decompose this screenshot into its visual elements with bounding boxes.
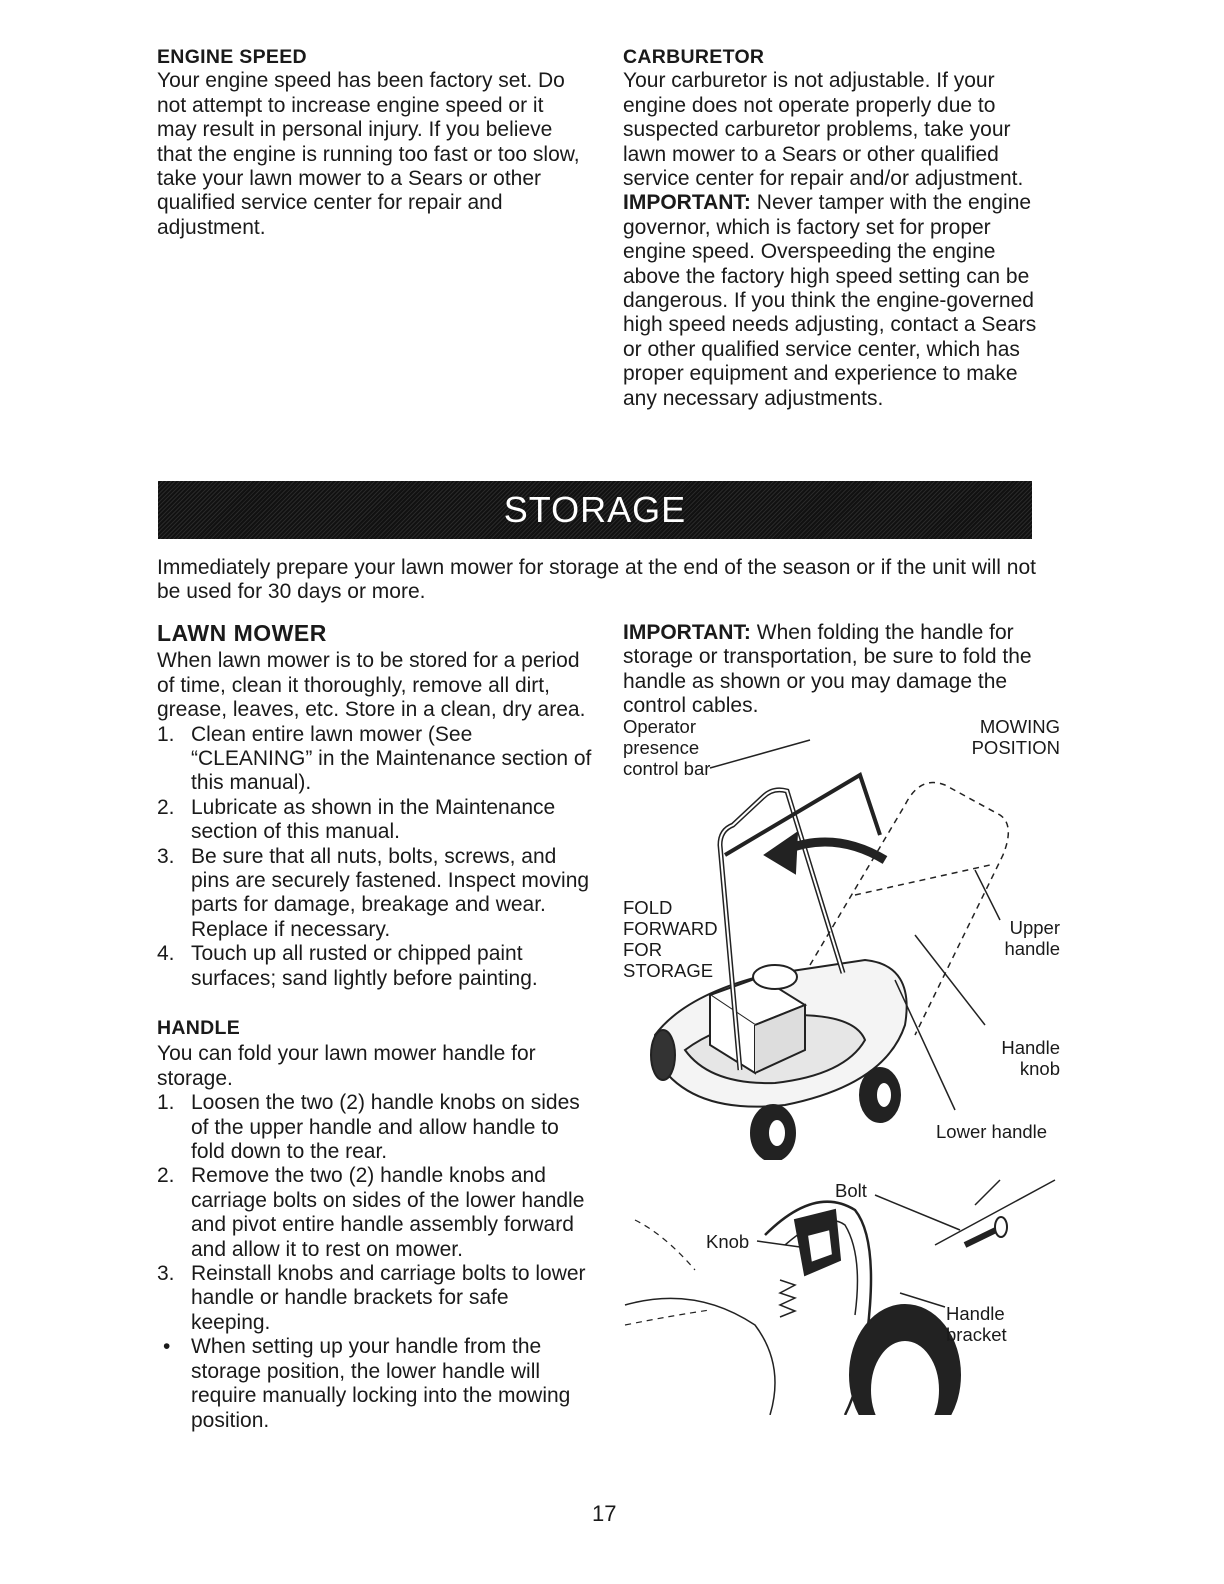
engine-speed-text: Your engine speed has been factory set. Do not attempt to increase engine speed or it may result in personal injury. If you believe that the engine is running too fast or too slow, take your lawn mower to a Sears or other qualified service center for repair and adjustment. <box>157 69 580 239</box>
label-mowing-position: MOWING POSITION <box>971 716 1060 758</box>
handle-text: You can fold your lawn mower handle for storage. <box>157 1042 536 1090</box>
wheel-front-right <box>860 1068 900 1122</box>
step-number: 1. <box>157 1091 175 1115</box>
wheel-front-left <box>751 1105 795 1160</box>
engine-speed-heading: ENGINE SPEED <box>157 46 307 68</box>
lawn-mower-steps <box>157 723 595 991</box>
storage-intro-text: Immediately prepare your lawn mower for storage at the end of the season or if the unit will not be used for 30 days or more. <box>157 556 1036 604</box>
step-number: 3. <box>157 844 175 868</box>
list-item <box>157 796 595 845</box>
deck-edge <box>625 1298 775 1415</box>
lawn-mower-text: When lawn mower is to be stored for a period of time, clean it thoroughly, remove all dirt, grease, leaves, etc. Store in a clean, dry area. <box>157 649 586 722</box>
step-text: Be sure that all nuts, bolts, screws, and pins are securely fastened. Inspect moving parts for damage, breakage and wear. Replace if necessary. <box>191 844 590 941</box>
carburetor-text: Your carburetor is not adjustable. If your engine does not operate properly due to suspected carburetor problems, take your lawn mower to a Sears or other qualified service center for repair and/or adjustment. <box>623 69 1024 191</box>
step-text: Lubricate as shown in the Maintenance section of this manual. <box>191 795 556 844</box>
step-number: 2. <box>157 795 175 819</box>
list-item <box>157 1164 587 1262</box>
step-text: Loosen the two (2) handle knobs on sides of the upper handle and allow handle to fold down to the rear. <box>191 1091 580 1164</box>
fold-important-text <box>623 621 1043 719</box>
storage-banner <box>158 481 1032 539</box>
storage-title: STORAGE <box>503 489 687 530</box>
important-label: IMPORTANT: <box>623 621 751 644</box>
step-number: 2. <box>157 1164 175 1188</box>
step-text: When setting up your handle from the storage position, the lower handle will require manually locking into the mowing position. <box>191 1335 571 1432</box>
label-operator-bar: Operator presence control bar <box>623 716 711 779</box>
step-text: Reinstall knobs and carriage bolts to lower handle or handle brackets for safe keeping. <box>191 1262 586 1334</box>
list-item <box>157 845 595 943</box>
carburetor-important <box>623 191 1048 411</box>
label-bolt: Bolt <box>835 1180 867 1201</box>
list-item <box>157 723 595 796</box>
important-label: IMPORTANT: <box>623 191 751 215</box>
list-item <box>157 1262 587 1335</box>
carburetor-heading: CARBURETOR <box>623 46 765 68</box>
step-number: 1. <box>157 722 175 746</box>
list-item <box>157 942 595 991</box>
handle-heading: HANDLE <box>157 1017 241 1039</box>
important-text: Never tamper with the engine governor, which is factory set for proper engine speed. Overspeeding the engine above the factory high speed setting can be dangerous. If you think the engine-governed high speed needs adjusting, contact a Sears or other qualified service center, which has proper equipment and experience to make any necessary adjustments. <box>623 191 1037 410</box>
handle-steps <box>157 1091 587 1433</box>
label-fold-forward: FOLD FORWARD FOR STORAGE <box>623 897 718 981</box>
step-number: • <box>163 1335 171 1359</box>
label-handle-knob: Handle knob <box>1001 1037 1060 1079</box>
list-item <box>157 1335 587 1433</box>
step-text: Remove the two (2) handle knobs and carriage bolts on sides of the lower handle and pivot entire handle assembly forward and allow it to rest on mower. <box>191 1164 585 1261</box>
lawn-mower-heading: LAWN MOWER <box>157 620 327 646</box>
engine-cap <box>753 965 797 989</box>
fold-arrow <box>785 842 885 860</box>
page-number: 17 <box>592 1501 617 1526</box>
carburetor-section <box>623 45 1048 411</box>
label-handle-bracket: Handle bracket <box>946 1303 1007 1345</box>
engine-speed-section <box>157 45 587 240</box>
label-lower-handle: Lower handle <box>936 1121 1048 1142</box>
list-item <box>157 1091 587 1164</box>
storage-intro <box>157 556 1057 605</box>
spring <box>780 1280 795 1317</box>
fold-important <box>623 621 1043 719</box>
knob-detail <box>795 1210 840 1275</box>
label-knob: Knob <box>706 1231 750 1252</box>
handle-bracket-detail <box>615 1165 1065 1415</box>
handle-section <box>157 1016 587 1433</box>
step-text: Clean entire lawn mower (See “CLEANING” in the Maintenance section of this manual). <box>191 722 592 795</box>
wheel-rear-left <box>651 1030 675 1080</box>
label-upper-handle: Upper handle <box>1004 917 1060 959</box>
lawn-mower-section <box>157 621 595 991</box>
step-number: 3. <box>157 1262 175 1286</box>
step-number: 4. <box>157 942 175 966</box>
step-text: Touch up all rusted or chipped paint surfaces; sand lightly before painting. <box>191 942 538 990</box>
important-text: When folding the handle for storage or transportation, be sure to fold the handle as shown or you may damage the control cables. <box>623 621 1032 718</box>
